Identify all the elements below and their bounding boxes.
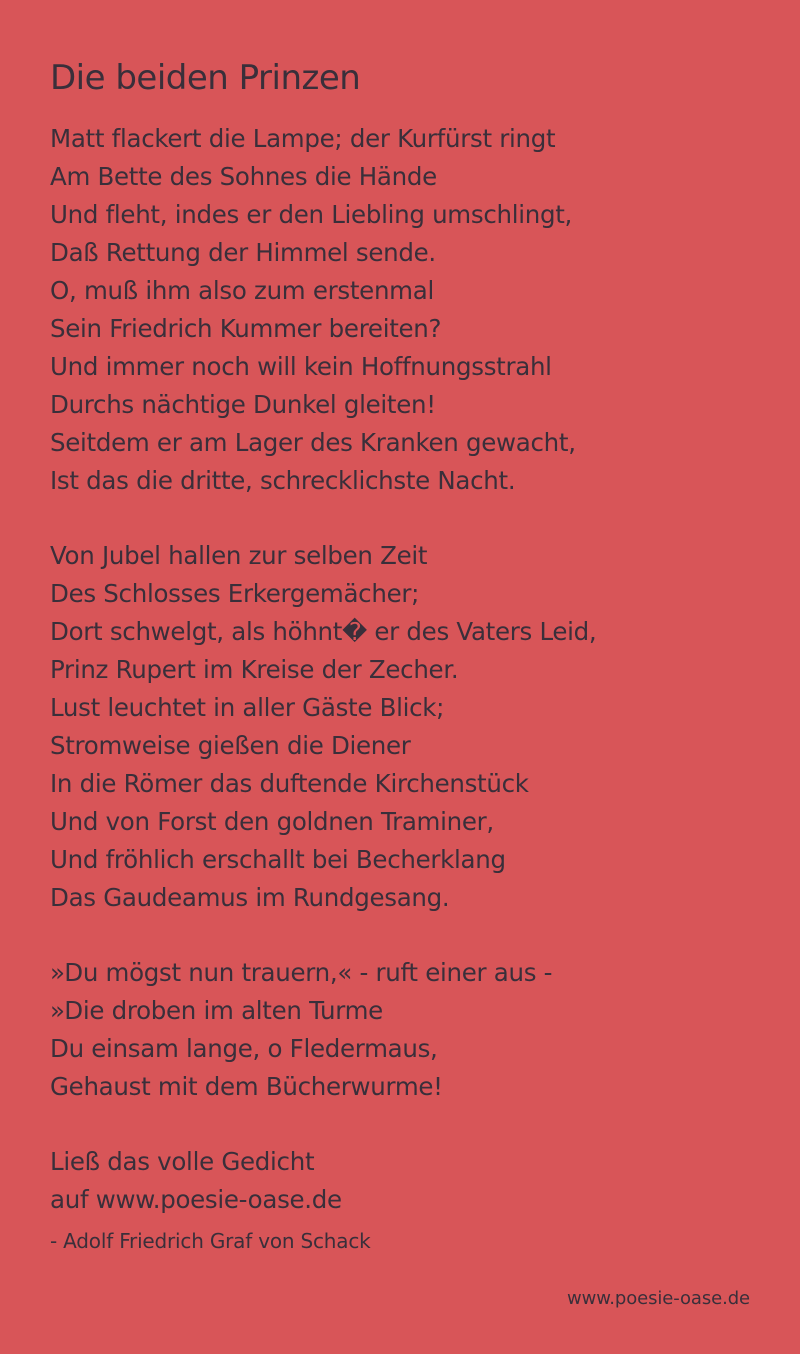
stanza-1 [50, 120, 770, 500]
poem-card [50, 58, 770, 1255]
poem-line: Und immer noch will kein Hoffnungsstrahl [50, 352, 552, 381]
poem-line: O, muß ihm also zum erstenmal [50, 276, 434, 305]
poem-line: Das Gaudeamus im Rundgesang. [50, 883, 450, 912]
poem-author: - Adolf Friedrich Graf von Schack [50, 1229, 371, 1253]
poem-line: Seitdem er am Lager des Kranken gewacht, [50, 428, 576, 457]
poem-line: Und von Forst den goldnen Traminer, [50, 807, 494, 836]
poem-line: Daß Rettung der Himmel sende. [50, 238, 436, 267]
footer-site-url: www.poesie-oase.de [567, 1288, 750, 1309]
poem-line: Am Bette des Sohnes die Hände [50, 162, 437, 191]
poem-line: Stromweise gießen die Diener [50, 731, 411, 760]
poem-line: In die Römer das duftende Kirchenstück [50, 769, 529, 798]
poem-line: Gehaust mit dem Bücherwurme! [50, 1072, 443, 1101]
read-more-line: Ließ das volle Gedicht [50, 1147, 315, 1176]
poem-line: Durchs nächtige Dunkel gleiten! [50, 390, 436, 419]
poem-body [50, 120, 770, 1106]
poem-line: Matt flackert die Lampe; der Kurfürst ringt [50, 124, 556, 153]
poem-line: Des Schlosses Erkergemächer; [50, 579, 420, 608]
poem-line: Ist das die dritte, schrecklichste Nacht. [50, 466, 516, 495]
read-more-link-line: auf www.poesie-oase.de [50, 1185, 342, 1214]
poem-line: Von Jubel hallen zur selben Zeit [50, 541, 428, 570]
poem-line: Lust leuchtet in aller Gäste Blick; [50, 693, 445, 722]
poem-line: Und fröhlich erschallt bei Becherklang [50, 845, 506, 874]
poem-line: Sein Friedrich Kummer bereiten? [50, 314, 442, 343]
poem-line: Prinz Rupert im Kreise der Zecher. [50, 655, 459, 684]
stanza-3 [50, 954, 770, 1106]
poem-line: Du einsam lange, o Fledermaus, [50, 1034, 438, 1063]
poem-title: Die beiden Prinzen [50, 58, 361, 98]
poem-line: »Du mögst nun trauern,« - ruft einer aus - [50, 958, 553, 987]
stanza-2 [50, 537, 770, 917]
read-more-note [50, 1143, 770, 1219]
poem-line: »Die droben im alten Turme [50, 996, 383, 1025]
poem-line: Dort schwelgt, als höhnt� er des Vaters Leid, [50, 617, 597, 646]
poem-line: Und fleht, indes er den Liebling umschlingt, [50, 200, 573, 229]
